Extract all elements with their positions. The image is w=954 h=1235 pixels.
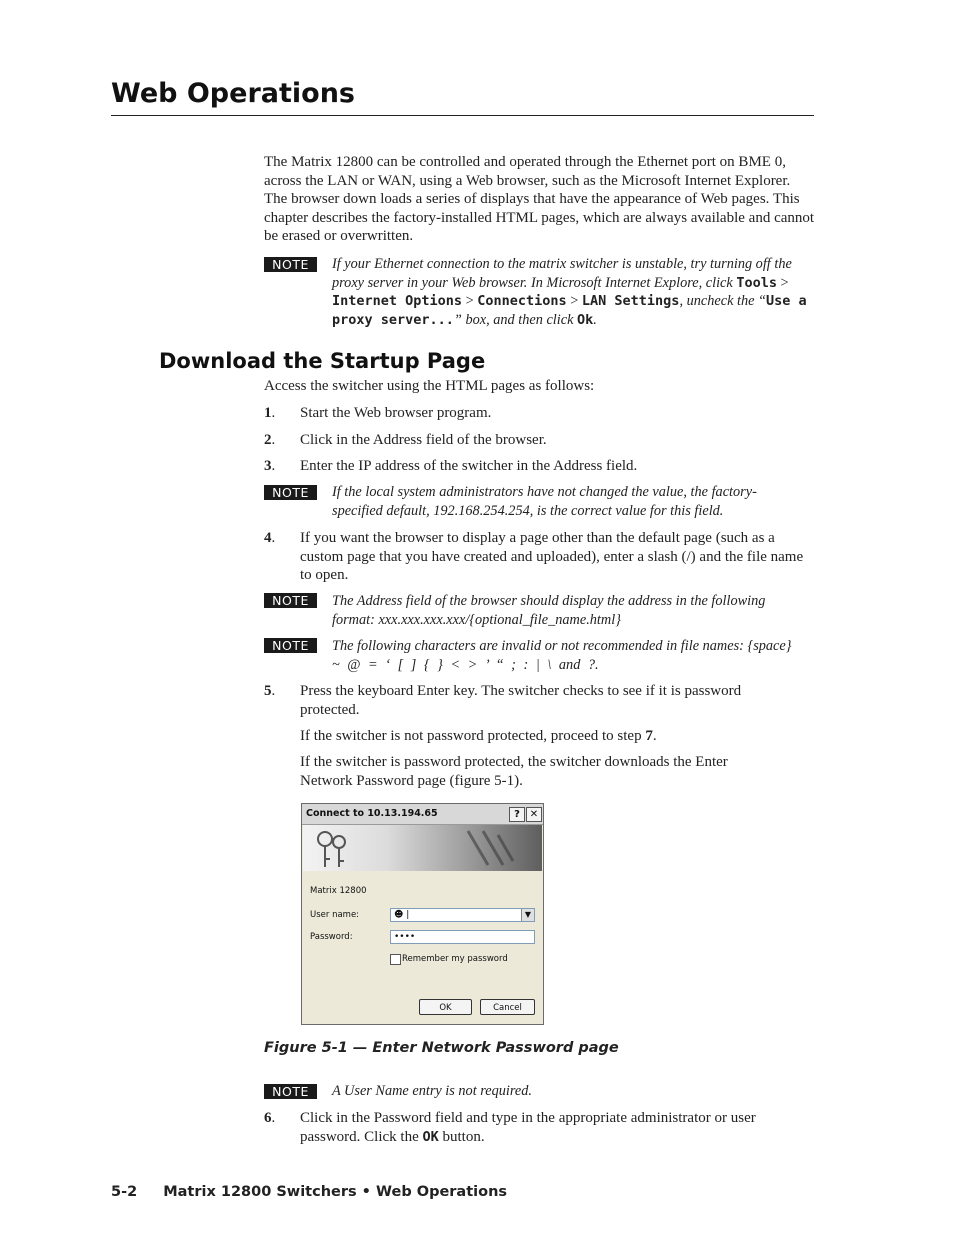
password-input[interactable]: ••••	[390, 930, 535, 944]
remember-label: Remember my password	[402, 954, 508, 964]
figure-caption: Figure 5-1 — Enter Network Password page	[264, 1040, 619, 1056]
note-invalid-chars: The following characters are invalid or not recommended in file names: {space} ~ @ = ‘ [ ] { } < > ’ “ ; : | \ and ?.	[332, 638, 792, 673]
intro-paragraph: The Matrix 12800 can be controlled and operated through the Ethernet port on BME 0, across the LAN or WAN, using a Web browser, such as the Microsoft Internet Explorer. The browser down loads a series of displays that have the appearance of Web pages. This chapter describes the factory-installed HTML pages, which are always available and cannot be erased or overwritten.	[264, 154, 815, 244]
product-label: Matrix 12800	[310, 886, 367, 896]
user-name-input[interactable]: ☻ | ▼	[390, 908, 535, 922]
remember-checkbox[interactable]	[390, 954, 401, 965]
dialog-banner	[303, 825, 542, 871]
dialog-titlebar	[302, 804, 543, 825]
password-dialog	[301, 803, 544, 1025]
step-number: 4.	[264, 530, 276, 546]
step-text: Click in the Address field of the browser.	[300, 432, 547, 448]
password-label: Password:	[310, 932, 353, 942]
close-icon[interactable]: ✕	[526, 807, 542, 822]
step-text: Press the keyboard Enter key. The switcher checks to see if it is password protected.	[300, 683, 742, 718]
step-number: 2.	[264, 432, 276, 448]
step-text: If you want the browser to display a page other than the default page (such as a custom page that you have created and uploaded), enter a slash (/) and the file name to open.	[300, 530, 804, 583]
note-badge: NOTE	[264, 593, 317, 608]
access-text: Access the switcher using the HTML pages as follows:	[264, 378, 595, 394]
help-icon[interactable]: ?	[509, 807, 525, 822]
note-default-ip: If the local system administrators have not changed the value, the factory-specified default, 192.168.254.254, is the correct value for this field.	[332, 484, 757, 519]
step-text: Enter the IP address of the switcher in the Address field.	[300, 458, 638, 474]
dialog-title: Connect to 10.13.194.65	[306, 808, 438, 819]
step-number: 6.	[264, 1110, 276, 1126]
page-number: 5-2	[111, 1184, 138, 1200]
user-icon: ☻	[394, 910, 404, 920]
note-badge: NOTE	[264, 257, 317, 272]
section-heading: Download the Startup Page	[159, 349, 486, 373]
step-text: Start the Web browser program.	[300, 405, 492, 421]
footer-title: Matrix 12800 Switchers • Web Operations	[163, 1184, 508, 1200]
note-badge: NOTE	[264, 1084, 317, 1099]
user-name-label: User name:	[310, 910, 360, 920]
ok-button[interactable]: OK	[419, 999, 472, 1015]
step-number: 1.	[264, 405, 276, 421]
note-badge: NOTE	[264, 485, 317, 500]
title-rule	[111, 115, 814, 116]
step-text: Click in the Password field and type in the appropriate administrator or user password. Click the OK button.	[300, 1110, 756, 1145]
step5-not-protected: If the switcher is not password protected, proceed to step 7.	[300, 728, 657, 744]
step-number: 5.	[264, 683, 276, 699]
note-username: A User Name entry is not required.	[332, 1083, 533, 1099]
note-address-format: The Address field of the browser should display the address in the following format: xxx.xxx.xxx.xxx/{optional_file_name.html}	[332, 593, 766, 628]
cancel-button[interactable]: Cancel	[480, 999, 535, 1015]
page-footer	[111, 1184, 507, 1200]
chevron-down-icon[interactable]: ▼	[521, 909, 534, 921]
step5-protected: If the switcher is password protected, the switcher downloads the Enter Network Password page (figure 5-1).	[300, 754, 728, 789]
keys-icon	[303, 825, 542, 871]
note-badge: NOTE	[264, 638, 317, 653]
step-number: 3.	[264, 458, 276, 474]
note-proxy: If your Ethernet connection to the matrix switcher is unstable, try turning off the proxy server in your Web browser. In Microsoft Internet Explore, click Tools > Internet Options > Connections > LAN Settings, uncheck the “Use a proxy server...” box, and then click Ok.	[332, 256, 807, 328]
page-title: Web Operations	[111, 78, 355, 109]
